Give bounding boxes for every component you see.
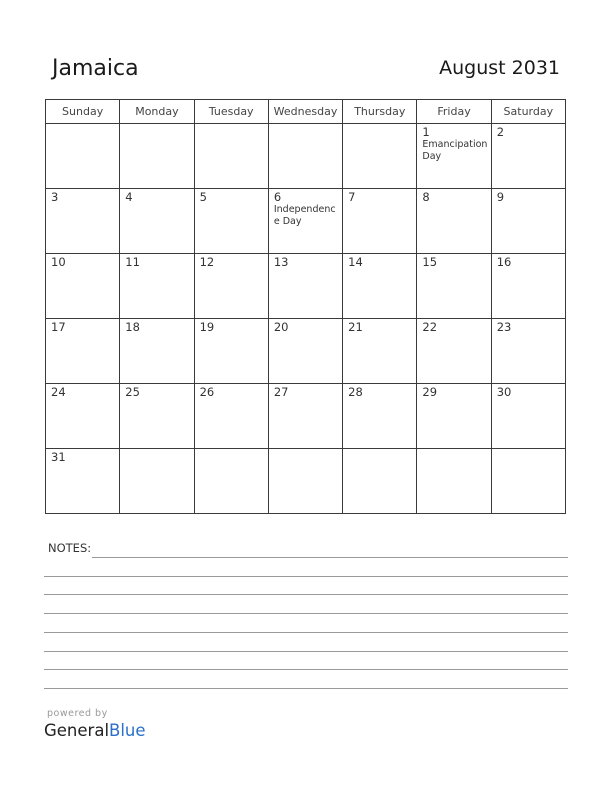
day-number: 26 — [199, 385, 215, 399]
notes-label: NOTES: — [48, 541, 92, 555]
weekday-header: Thursday — [343, 100, 417, 124]
day-number: 7 — [348, 190, 356, 204]
day-number: 19 — [199, 320, 215, 334]
day-cell — [194, 254, 268, 319]
day-cell — [46, 319, 120, 384]
note-line — [44, 632, 568, 633]
day-cell — [268, 449, 342, 514]
day-number: 21 — [348, 320, 363, 334]
calendar-grid — [45, 99, 566, 514]
day-number: 31 — [51, 450, 66, 464]
country-title: Jamaica — [52, 56, 139, 81]
note-line — [44, 669, 568, 670]
day-cell — [343, 124, 417, 189]
day-cell — [491, 254, 565, 319]
day-cell — [417, 319, 491, 384]
day-number: 13 — [273, 255, 289, 269]
day-cell — [268, 319, 342, 384]
day-number: 2 — [496, 125, 505, 139]
weekday-header: Friday — [417, 100, 491, 124]
day-cell — [194, 384, 268, 449]
day-number: 6 — [273, 190, 282, 204]
powered-by-text: powered by — [47, 708, 108, 719]
day-cell — [120, 384, 194, 449]
day-number: 16 — [496, 255, 512, 269]
day-cell — [491, 384, 565, 449]
day-cell — [194, 449, 268, 514]
day-cell — [120, 449, 194, 514]
note-line — [44, 651, 568, 652]
day-cell — [46, 384, 120, 449]
day-cell — [46, 449, 120, 514]
day-cell — [343, 319, 417, 384]
month-year-title: August 2031 — [439, 57, 560, 79]
day-number: 9 — [496, 190, 505, 204]
day-number: 11 — [125, 255, 140, 269]
day-number: 20 — [273, 320, 289, 334]
holiday-label: Independence Day — [273, 204, 336, 227]
day-cell — [343, 384, 417, 449]
day-cell — [417, 254, 491, 319]
day-cell — [343, 254, 417, 319]
day-cell — [417, 384, 491, 449]
note-line — [44, 613, 568, 614]
day-number: 29 — [422, 385, 438, 399]
day-number: 30 — [496, 385, 512, 399]
day-cell — [120, 319, 194, 384]
day-cell — [194, 189, 268, 254]
holiday-label: Emancipation Day — [422, 139, 488, 162]
day-number: 5 — [199, 190, 207, 204]
day-number: 23 — [496, 320, 512, 334]
weekday-header: Saturday — [491, 100, 565, 124]
day-number: 1 — [422, 125, 430, 139]
note-line — [92, 557, 568, 558]
weekday-header: Tuesday — [194, 100, 268, 124]
day-cell — [120, 124, 194, 189]
week-row — [46, 384, 566, 449]
brand-logo — [44, 721, 146, 740]
day-cell — [343, 449, 417, 514]
day-cell — [268, 189, 342, 254]
weekday-header: Wednesday — [268, 100, 342, 124]
day-number: 12 — [199, 255, 215, 269]
day-number: 22 — [422, 320, 438, 334]
day-cell — [120, 189, 194, 254]
day-cell — [268, 124, 342, 189]
day-cell — [46, 189, 120, 254]
day-number: 4 — [125, 190, 133, 204]
day-cell — [491, 449, 565, 514]
brand-blue: Blue — [109, 721, 146, 740]
week-row — [46, 254, 566, 319]
day-cell — [491, 124, 565, 189]
week-row — [46, 189, 566, 254]
day-cell — [491, 319, 565, 384]
day-number: 3 — [51, 190, 59, 204]
day-number: 8 — [422, 190, 430, 204]
day-cell — [417, 449, 491, 514]
day-number: 27 — [273, 385, 289, 399]
day-cell — [343, 189, 417, 254]
week-row — [46, 124, 566, 189]
weekday-header: Monday — [120, 100, 194, 124]
day-number: 14 — [348, 255, 363, 269]
week-row — [46, 449, 566, 514]
day-number: 18 — [125, 320, 140, 334]
day-number: 10 — [51, 255, 66, 269]
note-line — [44, 688, 568, 689]
day-cell — [194, 124, 268, 189]
day-number: 15 — [422, 255, 438, 269]
day-cell — [491, 189, 565, 254]
day-number: 28 — [348, 385, 363, 399]
day-number: 24 — [51, 385, 66, 399]
day-cell — [417, 189, 491, 254]
day-cell — [268, 384, 342, 449]
day-cell — [194, 319, 268, 384]
note-line — [44, 594, 568, 595]
weekday-header: Sunday — [46, 100, 120, 124]
day-number: 17 — [51, 320, 66, 334]
note-line — [44, 576, 568, 577]
day-cell — [120, 254, 194, 319]
brand-general: General — [44, 721, 110, 740]
day-cell — [417, 124, 491, 189]
week-row — [46, 319, 566, 384]
day-cell — [46, 254, 120, 319]
day-number: 25 — [125, 385, 140, 399]
day-cell — [268, 254, 342, 319]
day-cell — [46, 124, 120, 189]
weekday-header-row — [46, 100, 566, 124]
